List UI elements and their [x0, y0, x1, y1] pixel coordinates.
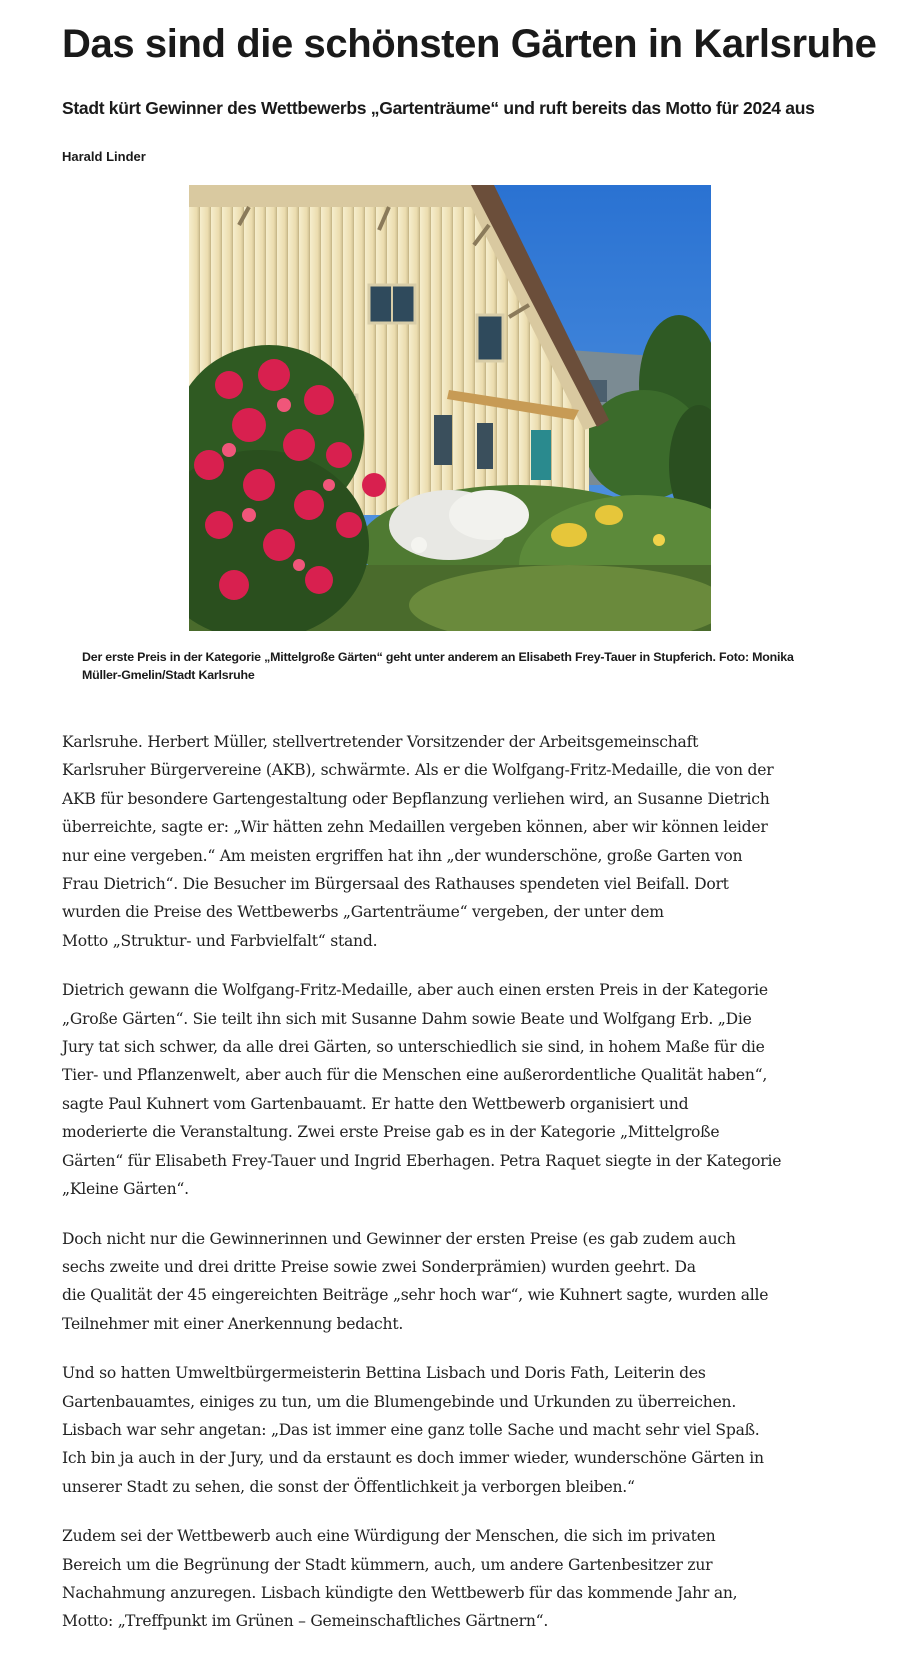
- article-paragraph: Karlsruhe. Herbert Müller, stellvertretender Vorsitzender der Arbeitsgemeinschaft Karlsruher Bürgervereine (AKB), schwärmte. Als er die Wolfgang-Fritz-Medaille, die von der AKB für besondere Gartengestaltung oder Bepflanzung verliehen wird, an Susanne Dietrich überreichte, sagte er: „Wir hätten zehn Medaillen vergeben können, aber wir können leider nur eine vergeben.“ Am meisten ergriffen hat ihn „der wunderschöne, große Garten von Frau Dietrich“. Die Besucher im Bürgersaal des Rathauses spendeten viel Beifall. Dort wurden die Preise des Wettbewerbs „Gartenträume“ vergeben, der unter dem Motto „Struktur- und Farbvielfalt“ stand.: [62, 733, 774, 950]
- house-garden-photo: [189, 185, 711, 631]
- photo-illustration: [189, 185, 711, 631]
- article-subheadline: Stadt kürt Gewinner des Wettbewerbs „Gartenträume“ und ruft bereits das Motto für 2024 aus: [62, 98, 815, 118]
- article-paragraph: Zudem sei der Wettbewerb auch eine Würdigung der Menschen, die sich im privaten Bereich um die Begrünung der Stadt kümmern, auch, um andere Gartenbesitzer zur Nachahmung anzuregen. Lisbach kündigte den Wettbewerb für das kommende Jahr an, Motto: „Treffpunkt im Grünen – Gemeinschaftliches Gärtnern“.: [62, 1527, 738, 1631]
- article-headline: Das sind die schönsten Gärten in Karlsruhe: [62, 22, 877, 66]
- photo-caption: Der erste Preis in der Kategorie „Mittelgroße Gärten“ geht unter anderem an Elisabeth Frey-Tauer in Stupferich. Foto: Monika Müller-Gmelin/Stadt Karlsruhe: [82, 650, 794, 682]
- article-body: [62, 728, 852, 1657]
- article-author: Harald Linder: [62, 149, 146, 164]
- article-paragraph: Doch nicht nur die Gewinnerinnen und Gewinner der ersten Preise (es gab zudem auch sechs zweite und drei dritte Preise sowie zwei Sonderprämien) wurden geehrt. Da die Qualität der 45 eingereichten Beiträge „sehr hoch war“, wie Kuhnert sagte, wurden alle Teilnehmer mit einer Anerkennung bedacht.: [62, 1229, 769, 1333]
- article-paragraph: Und so hatten Umweltbürgermeisterin Bettina Lisbach und Doris Fath, Leiterin des Gartenbauamtes, einiges zu tun, um die Blumengebinde und Urkunden zu überreichen. Lisbach war sehr angetan: „Das ist immer eine ganz tolle Sache und macht sehr viel Spaß. Ich bin ja auch in der Jury, und da erstaunt es doch immer wieder, wunderschöne Gärten in unserer Stadt zu sehen, die sonst der Öffentlichkeit ja verborgen bleiben.“: [62, 1364, 764, 1496]
- article-paragraph: Dietrich gewann die Wolfgang-Fritz-Medaille, aber auch einen ersten Preis in der Kategorie „Große Gärten“. Sie teilt ihn sich mit Susanne Dahm sowie Beate und Wolfgang Erb. „Die Jury tat sich schwer, da alle drei Gärten, so unterschiedlich sie sind, in hohem Maße für die Tier- und Pflanzenwelt, aber auch für die Menschen eine außerordentliche Qualität haben“, sagte Paul Kuhnert vom Gartenbauamt. Er hatte den Wettbewerb organisiert und moderierte die Veranstaltung. Zwei erste Preise gab es in der Kategorie „Mittelgroße Gärten“ für Elisabeth Frey-Tauer und Ingrid Eberhagen. Petra Raquet siegte in der Kategorie „Kleine Gärten“.: [62, 981, 782, 1199]
